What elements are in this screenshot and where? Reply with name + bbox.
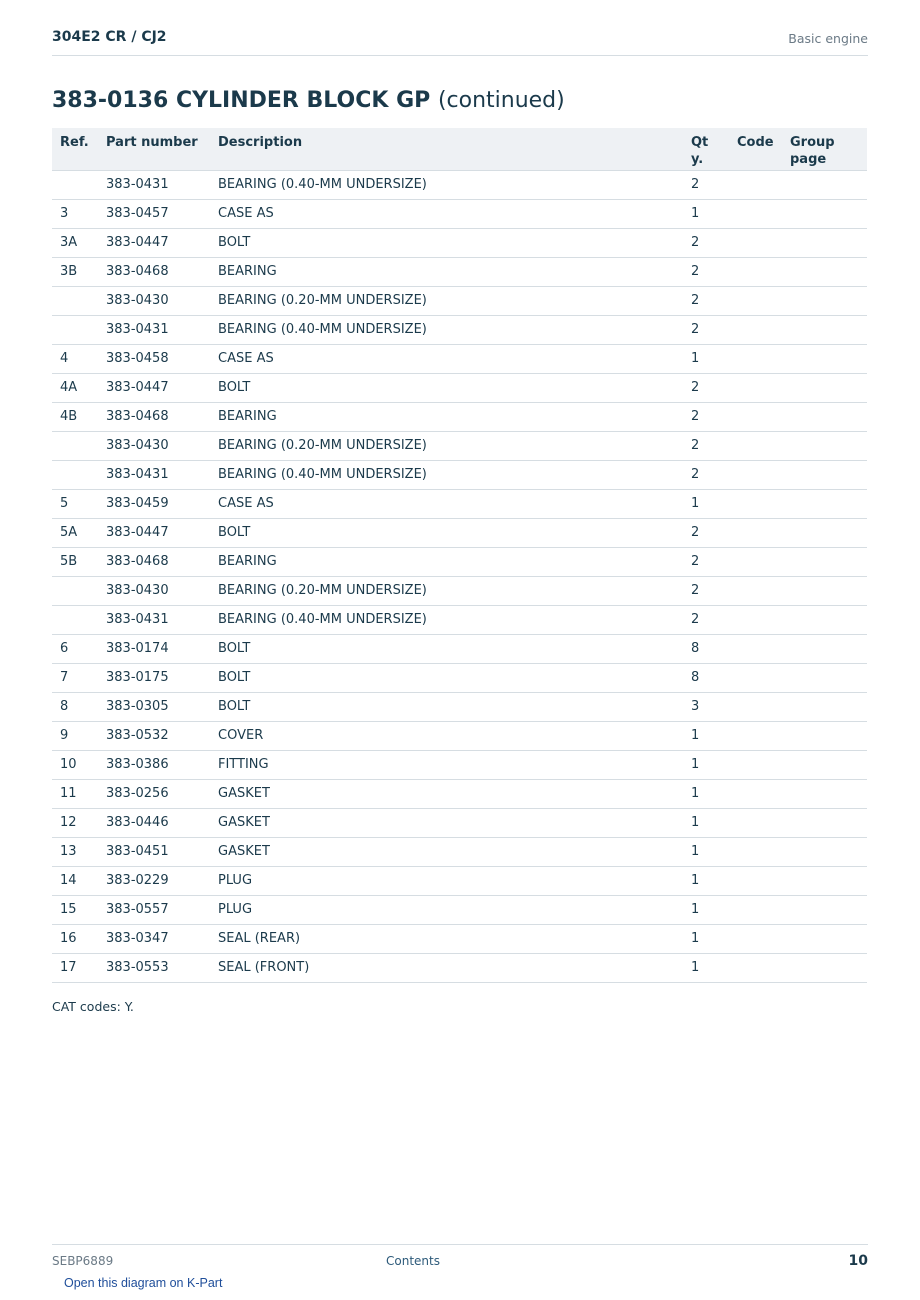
cell-description: PLUG (210, 866, 683, 895)
cell-ref: 3 (52, 199, 98, 228)
cell-part-number: 383-0431 (98, 460, 210, 489)
cell-code (729, 895, 782, 924)
cell-description: GASKET (210, 808, 683, 837)
cell-ref: 5A (52, 518, 98, 547)
cell-part-number: 383-0447 (98, 373, 210, 402)
cell-ref: 8 (52, 692, 98, 721)
cell-part-number: 383-0468 (98, 547, 210, 576)
cell-qty: 2 (683, 257, 729, 286)
table-row (52, 489, 867, 518)
cell-description: BEARING (0.40-MM UNDERSIZE) (210, 315, 683, 344)
cell-part-number: 383-0256 (98, 779, 210, 808)
cell-group-page (782, 779, 867, 808)
cell-group-page (782, 866, 867, 895)
parts-table (52, 128, 867, 983)
cell-ref: 14 (52, 866, 98, 895)
cell-part-number: 383-0446 (98, 808, 210, 837)
cell-qty: 1 (683, 837, 729, 866)
cell-ref: 6 (52, 634, 98, 663)
cell-part-number: 383-0468 (98, 257, 210, 286)
table-row (52, 605, 867, 634)
table-row (52, 518, 867, 547)
cell-group-page (782, 228, 867, 257)
cell-qty: 2 (683, 547, 729, 576)
table-row (52, 837, 867, 866)
cell-ref: 11 (52, 779, 98, 808)
cell-qty: 2 (683, 170, 729, 199)
table-row (52, 692, 867, 721)
cell-group-page (782, 663, 867, 692)
table-row (52, 373, 867, 402)
cell-code (729, 692, 782, 721)
cell-description: CASE AS (210, 199, 683, 228)
section-label: Basic engine (788, 31, 868, 46)
cell-part-number: 383-0447 (98, 518, 210, 547)
cell-description: BEARING (210, 257, 683, 286)
cell-ref: 7 (52, 663, 98, 692)
header-description: Description (210, 128, 683, 170)
cell-ref (52, 431, 98, 460)
cat-codes-note: CAT codes: Y. (52, 999, 134, 1014)
cell-code (729, 634, 782, 663)
cell-part-number: 383-0174 (98, 634, 210, 663)
cell-part-number: 383-0305 (98, 692, 210, 721)
cell-group-page (782, 286, 867, 315)
table-row (52, 344, 867, 373)
cell-part-number: 383-0557 (98, 895, 210, 924)
header-part-number: Part number (98, 128, 210, 170)
cell-qty: 2 (683, 402, 729, 431)
parts-table-body (52, 170, 867, 982)
cell-part-number: 383-0459 (98, 489, 210, 518)
cell-qty: 1 (683, 199, 729, 228)
header-code: Code (729, 128, 782, 170)
cell-part-number: 383-0431 (98, 315, 210, 344)
cell-ref: 9 (52, 721, 98, 750)
cell-code (729, 489, 782, 518)
cell-ref: 12 (52, 808, 98, 837)
header-ref: Ref. (52, 128, 98, 170)
cell-description: GASKET (210, 779, 683, 808)
cell-group-page (782, 924, 867, 953)
model-label: 304E2 CR / CJ2 (52, 29, 167, 45)
cell-description: CASE AS (210, 344, 683, 373)
cell-code (729, 257, 782, 286)
header-group-page: Group page (782, 128, 867, 170)
cell-qty: 2 (683, 228, 729, 257)
cell-part-number: 383-0431 (98, 605, 210, 634)
cell-description: COVER (210, 721, 683, 750)
cell-part-number: 383-0553 (98, 953, 210, 982)
cell-description: SEAL (FRONT) (210, 953, 683, 982)
cell-code (729, 547, 782, 576)
table-row (52, 750, 867, 779)
cell-code (729, 228, 782, 257)
table-row (52, 315, 867, 344)
cell-code (729, 315, 782, 344)
cell-description: BOLT (210, 373, 683, 402)
table-row (52, 170, 867, 199)
cell-description: BEARING (0.20-MM UNDERSIZE) (210, 576, 683, 605)
cell-qty: 2 (683, 315, 729, 344)
cell-part-number: 383-0430 (98, 431, 210, 460)
table-header-row (52, 128, 867, 170)
cell-code (729, 518, 782, 547)
table-row (52, 576, 867, 605)
table-row (52, 199, 867, 228)
cell-code (729, 576, 782, 605)
cell-group-page (782, 460, 867, 489)
cell-part-number: 383-0229 (98, 866, 210, 895)
table-row (52, 547, 867, 576)
table-row (52, 808, 867, 837)
cell-group-page (782, 431, 867, 460)
cell-qty: 1 (683, 779, 729, 808)
cell-description: PLUG (210, 895, 683, 924)
header-qty-label: Qty. (691, 135, 709, 167)
cell-qty: 1 (683, 808, 729, 837)
table-row (52, 895, 867, 924)
cell-part-number: 383-0347 (98, 924, 210, 953)
cell-part-number: 383-0451 (98, 837, 210, 866)
cell-qty: 1 (683, 924, 729, 953)
cell-description: CASE AS (210, 489, 683, 518)
cell-group-page (782, 576, 867, 605)
cell-group-page (782, 634, 867, 663)
cell-description: GASKET (210, 837, 683, 866)
cell-group-page (782, 373, 867, 402)
cell-qty: 1 (683, 344, 729, 373)
cell-group-page (782, 750, 867, 779)
cell-ref: 5B (52, 547, 98, 576)
cell-ref: 4 (52, 344, 98, 373)
cell-qty: 2 (683, 431, 729, 460)
cell-group-page (782, 315, 867, 344)
cell-description: BEARING (0.40-MM UNDERSIZE) (210, 460, 683, 489)
cell-description: BEARING (0.20-MM UNDERSIZE) (210, 431, 683, 460)
cell-ref (52, 605, 98, 634)
table-row (52, 431, 867, 460)
cell-description: SEAL (REAR) (210, 924, 683, 953)
cell-qty: 8 (683, 663, 729, 692)
cell-ref: 3B (52, 257, 98, 286)
cell-qty: 3 (683, 692, 729, 721)
cell-part-number: 383-0468 (98, 402, 210, 431)
cell-code (729, 953, 782, 982)
cell-qty: 2 (683, 286, 729, 315)
cell-description: BEARING (0.40-MM UNDERSIZE) (210, 170, 683, 199)
cell-group-page (782, 344, 867, 373)
table-row (52, 924, 867, 953)
cell-code (729, 779, 782, 808)
cell-qty: 1 (683, 489, 729, 518)
cell-group-page (782, 547, 867, 576)
cell-code (729, 808, 782, 837)
contents-link[interactable]: Contents (386, 1254, 440, 1268)
cell-part-number: 383-0386 (98, 750, 210, 779)
cell-qty: 1 (683, 721, 729, 750)
cell-description: BOLT (210, 692, 683, 721)
page-number: 10 (848, 1253, 868, 1269)
cell-group-page (782, 837, 867, 866)
cell-qty: 2 (683, 518, 729, 547)
cell-qty: 2 (683, 373, 729, 402)
table-row (52, 634, 867, 663)
cell-code (729, 373, 782, 402)
cell-code (729, 866, 782, 895)
table-row (52, 286, 867, 315)
cell-ref (52, 576, 98, 605)
cell-group-page (782, 402, 867, 431)
cell-part-number: 383-0430 (98, 576, 210, 605)
title-main: 383-0136 CYLINDER BLOCK GP (52, 88, 431, 113)
cell-ref (52, 315, 98, 344)
table-row (52, 228, 867, 257)
cell-ref: 13 (52, 837, 98, 866)
cell-ref (52, 170, 98, 199)
cell-ref: 17 (52, 953, 98, 982)
cell-part-number: 383-0430 (98, 286, 210, 315)
cell-ref (52, 460, 98, 489)
cell-group-page (782, 489, 867, 518)
table-row (52, 779, 867, 808)
cell-qty: 2 (683, 576, 729, 605)
cell-code (729, 605, 782, 634)
cell-part-number: 383-0175 (98, 663, 210, 692)
cell-ref: 15 (52, 895, 98, 924)
cell-ref: 3A (52, 228, 98, 257)
cell-code (729, 402, 782, 431)
cell-group-page (782, 170, 867, 199)
cell-description: BOLT (210, 634, 683, 663)
cell-code (729, 431, 782, 460)
cell-ref: 5 (52, 489, 98, 518)
cell-qty: 1 (683, 866, 729, 895)
table-row (52, 953, 867, 982)
cell-qty: 2 (683, 605, 729, 634)
cell-group-page (782, 199, 867, 228)
cell-ref: 16 (52, 924, 98, 953)
cell-part-number: 383-0431 (98, 170, 210, 199)
cell-part-number: 383-0532 (98, 721, 210, 750)
table-row (52, 866, 867, 895)
cell-code (729, 924, 782, 953)
cell-code (729, 286, 782, 315)
cell-description: BEARING (0.20-MM UNDERSIZE) (210, 286, 683, 315)
cell-qty: 1 (683, 895, 729, 924)
cell-part-number: 383-0457 (98, 199, 210, 228)
cell-description: FITTING (210, 750, 683, 779)
cell-description: BOLT (210, 663, 683, 692)
cell-code (729, 170, 782, 199)
table-row (52, 663, 867, 692)
table-row (52, 460, 867, 489)
cell-group-page (782, 895, 867, 924)
cell-group-page (782, 808, 867, 837)
cell-group-page (782, 692, 867, 721)
cell-qty: 1 (683, 750, 729, 779)
cell-code (729, 750, 782, 779)
cell-description: BEARING (210, 402, 683, 431)
cell-description: BOLT (210, 228, 683, 257)
page-footer (52, 1244, 868, 1275)
page-header (52, 26, 868, 56)
cell-part-number: 383-0447 (98, 228, 210, 257)
cell-code (729, 663, 782, 692)
cell-description: BEARING (0.40-MM UNDERSIZE) (210, 605, 683, 634)
title-suffix: (continued) (437, 88, 565, 113)
cell-qty: 2 (683, 460, 729, 489)
page-title (52, 88, 565, 113)
cell-ref: 4B (52, 402, 98, 431)
cell-group-page (782, 605, 867, 634)
cell-qty: 1 (683, 953, 729, 982)
cell-group-page (782, 518, 867, 547)
open-kpart-link[interactable]: Open this diagram on K-Part (64, 1276, 223, 1290)
table-row (52, 257, 867, 286)
cell-ref: 4A (52, 373, 98, 402)
cell-group-page (782, 721, 867, 750)
cell-description: BOLT (210, 518, 683, 547)
table-row (52, 402, 867, 431)
cell-code (729, 199, 782, 228)
cell-qty: 8 (683, 634, 729, 663)
cell-code (729, 460, 782, 489)
cell-ref (52, 286, 98, 315)
table-row (52, 721, 867, 750)
cell-part-number: 383-0458 (98, 344, 210, 373)
cell-description: BEARING (210, 547, 683, 576)
header-qty (683, 128, 729, 170)
cell-code (729, 837, 782, 866)
cell-code (729, 721, 782, 750)
cell-code (729, 344, 782, 373)
document-id: SEBP6889 (52, 1254, 114, 1268)
cell-group-page (782, 257, 867, 286)
cell-ref: 10 (52, 750, 98, 779)
cell-group-page (782, 953, 867, 982)
